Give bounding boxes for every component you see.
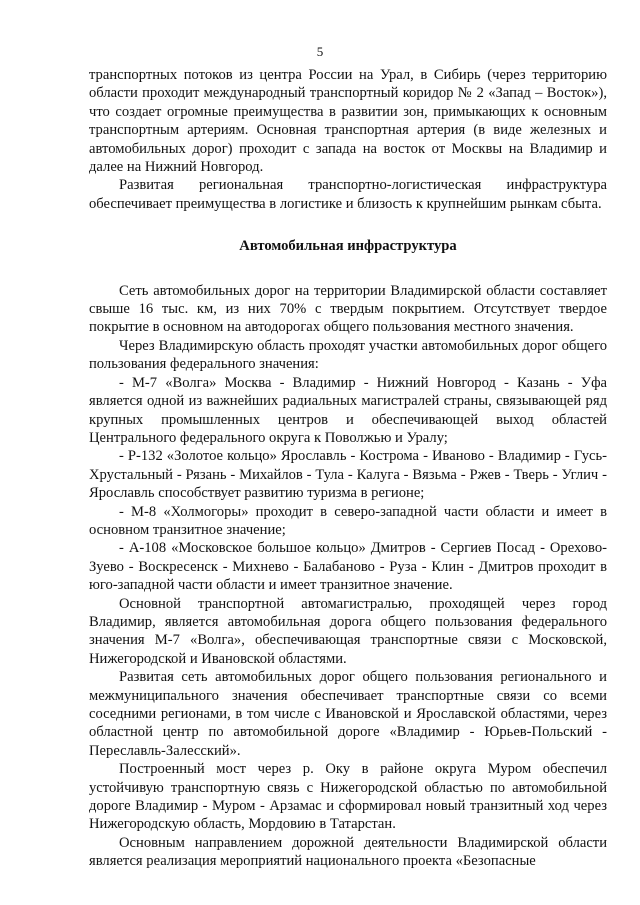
page-number: 5 xyxy=(316,44,324,59)
paragraph: Построенный мост через р. Оку в районе округа Муром обеспечил устойчивую транспортную связь с Нижегородской областью по автомобильной дороге Владимир - Муром - Арзамас и сформировал новый транзитный ход через Нижегородскую область, Мордовию в Татарстан. xyxy=(89,761,607,833)
paragraph: Через Владимирскую область проходят участки автомобильных дорог общего пользования федерального значения: xyxy=(89,337,607,373)
paragraph: транспортных потоков из центра России на Урал, в Сибирь (через территорию области проходит международный транспортный коридор № 2 «Запад – Восток»), что создает огромные преимущества в развитии зон, примыкающих к основным транспортным артериям. Основная транспортная артерия (в виде железных и автомобильных дорог) проходит с запада на восток от Москвы на Владимир и далее на Нижний Новгород. xyxy=(89,67,607,176)
paragraph: Сеть автомобильных дорог на территории Владимирской области составляет свыше 16 тыс. км, из них 70% с твердым покрытием. Отсутствует твердое покрытие в основном на автодорогах общего пользования местного значения. xyxy=(89,282,607,336)
paragraph: Основной транспортной автомагистралью, проходящей через город Владимир, является автомобильная дорога общего пользования федерального значения М-7 «Волга», обеспечивающая транспортные связи с Московской, Нижегородской и Ивановской областями. xyxy=(89,595,607,667)
page-body xyxy=(89,66,607,871)
paragraph: Развитая региональная транспортно-логистическая инфраструктура обеспечивает преимущества в логистике и близость к крупнейшим рынкам сбыта. xyxy=(89,177,607,212)
section-heading: Автомобильная инфраструктура xyxy=(239,238,457,255)
list-item: - А-108 «Московское большое кольцо» Дмитров - Сергиев Посад - Орехово-Зуево - Воскресенск - Михнево - Балабаново - Руза - Клин - Дмитров проходит в юго-западной части области и имеет транзитное значение. xyxy=(89,540,607,594)
paragraph: Развитая сеть автомобильных дорог общего пользования регионального и межмуниципального значения обеспечивает транспортные связи со всеми соседними регионами, в том числе с Ивановской и Ярославской областями, через областной центр по автомобильной дороге «Владимир - Юрьев-Польский - Переславль-Залесский». xyxy=(89,669,607,759)
paragraph: Основным направлением дорожной деятельности Владимирской области является реализация мероприятий национального проекта «Безопасные xyxy=(89,834,607,870)
list-item: - Р-132 «Золотое кольцо» Ярославль - Кострома - Иваново - Владимир - Гусь-Хрустальный - Рязань - Михайлов - Тула - Калуга - Вязьма - Ржев - Тверь - Углич - Ярославль способствует развитию туризма в регионе; xyxy=(89,448,607,502)
list-item: - М-8 «Холмогоры» проходит в северо-западной части области и имеет в основном транзитное значение; xyxy=(89,503,607,538)
list-item: - М-7 «Волга» Москва - Владимир - Нижний Новгород - Казань - Уфа является одной из важнейших радиальных магистралей страны, связывающей ряд крупных промышленных центров и обеспечивающей выход областей Центрального федерального округа к Поволжью и Уралу; xyxy=(89,374,607,446)
